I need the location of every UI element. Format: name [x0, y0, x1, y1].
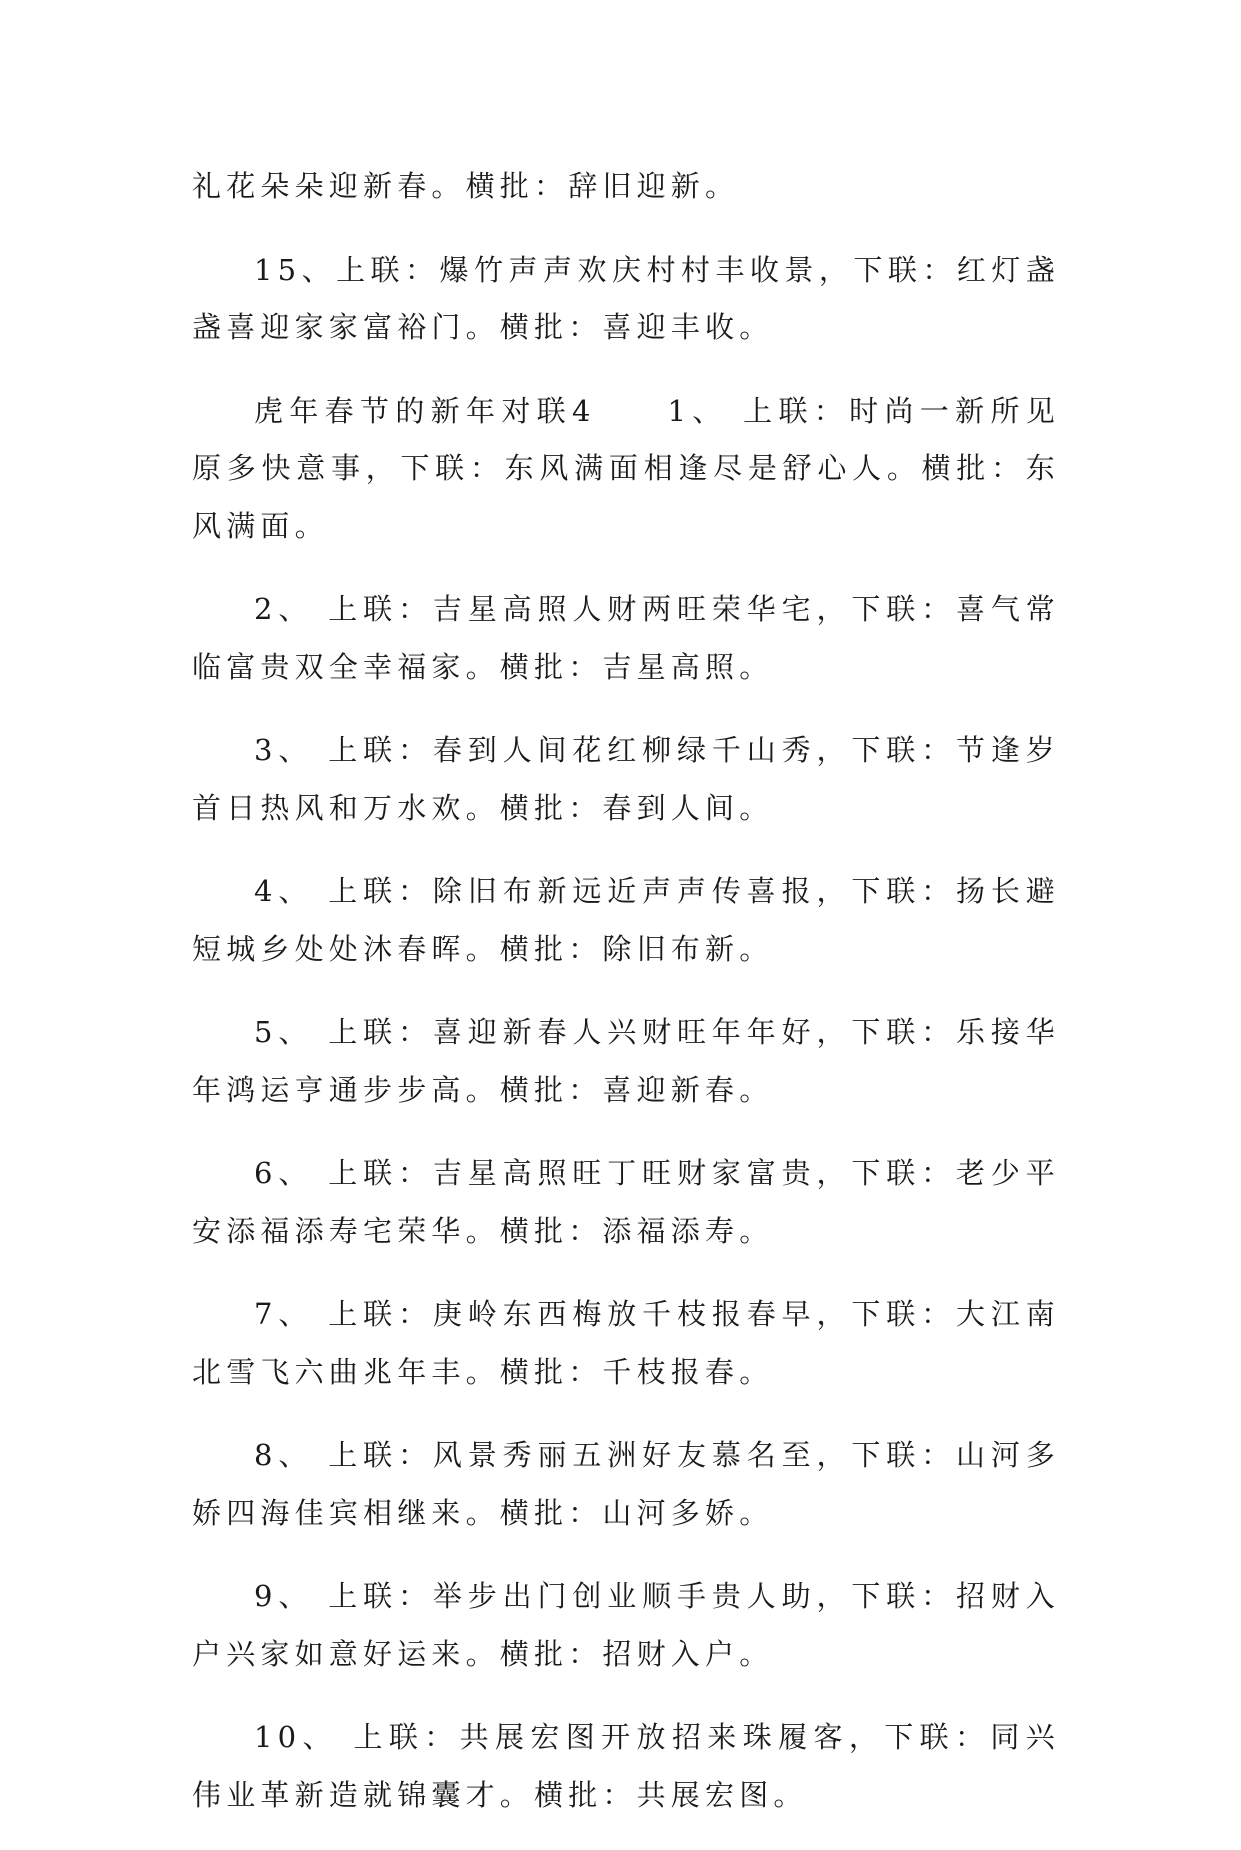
paragraph-couplet-8: 8、 上联：风景秀丽五洲好友慕名至，下联：山河多娇四海佳宾相继来。横批：山河多娇。 — [192, 1438, 1060, 1530]
paragraph-couplet-6: 6、 上联：吉星高照旺丁旺财家富贵，下联：老少平安添福添寿宅荣华。横批：添福添寿。 — [192, 1156, 1060, 1248]
paragraph-continuation: 礼花朵朵迎新春。横批：辞旧迎新。 — [192, 169, 740, 203]
paragraph-couplet-15: 15、上联：爆竹声声欢庆村村丰收景，下联：红灯盏盏喜迎家家富裕门。横批：喜迎丰收。 — [192, 252, 1060, 344]
paragraph-couplet-3: 3、 上联：春到人间花红柳绿千山秀，下联：节逢岁首日热风和万水欢。横批：春到人间。 — [192, 733, 1060, 825]
paragraph-couplet-7: 7、 上联：庚岭东西梅放千枝报春早，下联：大江南北雪飞六曲兆年丰。横批：千枝报春。 — [192, 1297, 1060, 1389]
paragraph-couplet-9: 9、 上联：举步出门创业顺手贵人助，下联：招财入户兴家如意好运来。横批：招财入户。 — [192, 1579, 1060, 1671]
paragraph-couplet-10: 10、 上联：共展宏图开放招来珠履客，下联：同兴伟业革新造就锦囊才。横批：共展宏图。 — [192, 1720, 1060, 1812]
paragraph-section-heading-4: 虎年春节的新年对联4 1、 上联：时尚一新所见原多快意事，下联：东风满面相逢尽是舒心人。横批：东风满面。 — [192, 393, 1060, 543]
paragraph-couplet-5: 5、 上联：喜迎新春人兴财旺年年好，下联：乐接华年鸿运亨通步步高。横批：喜迎新春。 — [192, 1015, 1060, 1107]
paragraph-couplet-4: 4、 上联：除旧布新远近声声传喜报，下联：扬长避短城乡处处沐春晖。横批：除旧布新。 — [192, 874, 1060, 966]
body-text — [192, 158, 1060, 1850]
paragraph-couplet-2: 2、 上联：吉星高照人财两旺荣华宅，下联：喜气常临富贵双全幸福家。横批：吉星高照。 — [192, 592, 1060, 684]
